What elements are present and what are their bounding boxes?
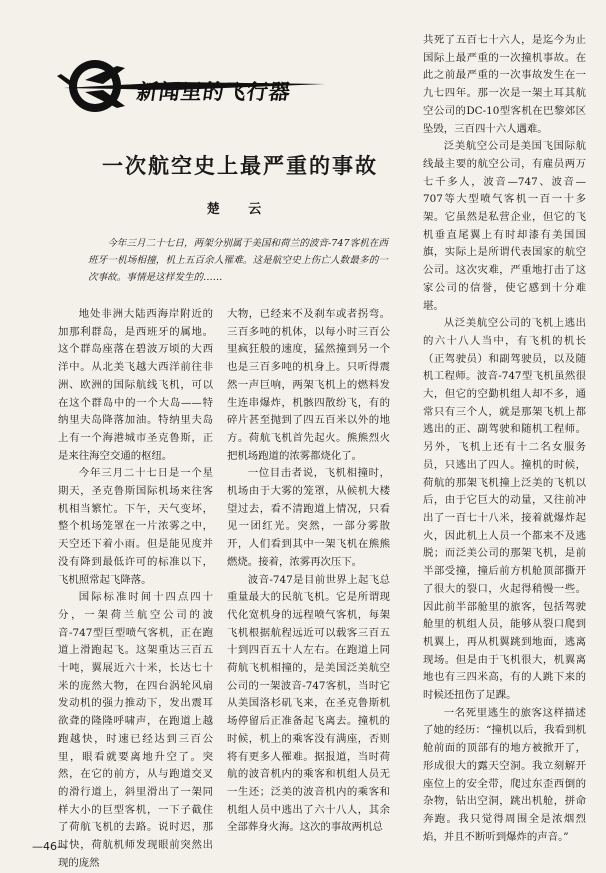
paragraph: 地处非洲大陆西海岸附近的加那利群岛，是西班牙的属地。这个群岛座落在碧波万顷的大西洋中。从北美飞越大西洋前往非洲、欧洲的国际航线飞机，可以在这个群岛中的一个大岛——特纳里夫岛降落加油。特纳里夫岛上有一个海港城市圣克鲁斯，正是来往海空交通的枢纽。 bbox=[58, 308, 213, 462]
article-lead bbox=[88, 235, 388, 286]
body-column-middle bbox=[227, 306, 390, 837]
paragraph: 共死了五百七十六人，是迄今为止国际上最严重的一次撞机事故。在此之前最严重的一次事故发生在一九七四年。那一次是一架土耳其航空公司的DC-10型客机在巴黎郊区坠毁，三百四十六人遇难。 bbox=[423, 34, 586, 135]
article-title: 一次航空史上最严重的事故 bbox=[102, 154, 378, 178]
paragraph: 今年三月二十七日是一个星期天，圣克鲁斯国际机场来往客机相当繁忙。下午，天气变坏，整个机场笼罩在一片浓雾之中，天空还下着小雨。但是能见度并没有降到最低许可的标准以下，飞机照常起飞降落。 bbox=[58, 467, 213, 586]
lead-paragraph: 今年三月二十七日，两架分别属于美国和荷兰的波音-747客机在西班牙一机场相撞，机上五百余人罹难。这是航空史上伤亡人数最多的一次事故。事情是这样发生的…… bbox=[88, 238, 388, 283]
paragraph: 一名死里逃生的旅客这样描述了她的经历：“撞机以后，我看到机舱前面的顶部有的地方被掀开了，形成很大的露天空洞。我立刻解开座位上的安全带，爬过东歪西倒的杂物，钻出空洞，跳出机舱，拼命奔跑。我只觉得周围全是浓烟烈焰，并且不断听到爆炸的声音。” bbox=[423, 706, 586, 843]
page-number: —46— bbox=[32, 840, 68, 853]
body-column-right bbox=[423, 32, 586, 846]
body-column-left bbox=[58, 306, 213, 873]
paragraph: 波音-747是目前世界上起飞总重量最大的民航飞机。它是所谓现代化宽机身的远程喷气客机，每架飞机根据航程远近可以载客三百五十到四百五十人左右。在跑道上同荷航飞机相撞的，是美国泛美航空公司的一架波音-747客机，当时它从美国洛杉矶飞来，在圣克鲁斯机场停留后正准备起飞离去。撞机的时候，机上的乘客没有满座，否则将有更多人罹难。据报道，当时荷航的波音机内的乘客和机组人员无一生还；泛美的波音机内的乘客和机组人员中逃出了六十八人，其余全部葬身火海。这次的事故两机总 bbox=[227, 573, 390, 834]
article-author: 楚 云 bbox=[206, 202, 274, 217]
paragraph: 一位目击者说，飞机相撞时，机场由于大雾的笼罩，从候机大楼望过去，看不清跑道上情况，只看见一团红光。突然，一部分雾散开，人们看到其中一架飞机在熊熊燃烧。接着，浓雾再次压下。 bbox=[227, 467, 390, 568]
paragraph: 大物，已经来不及刹车或者拐弯。三百多吨的机体，以每小时三百公里疯狂般的速度，猛然撞到另一个也是三百多吨的机身上。只听得震然一声巨响，两架飞机上的燃料发生连串爆炸，机骸四散纷飞，有的碎片甚至抛到了四五百米以外的地方。荷航飞机首先起火。熊熊烈火把机场跑道的浓雾都烧化了。 bbox=[227, 308, 390, 462]
column-name: 新闻里的飞行器 bbox=[135, 80, 293, 104]
paragraph: 泛美航空公司是美国飞国际航线最主要的航空公司，有雇员两万七千多人，波音—747、波音—707等大型喷气客机一百一十多架。它虽然是私营企业，但它的飞机垂直尾翼上有时却漆有美国国旗，实际上是所谓代表国家的航空公司。这次灾难，严重地打击了这家公司的信誉，使它感到十分难堪。 bbox=[423, 140, 586, 312]
paragraph: 从泛美航空公司的飞机上逃出的六十八人当中，有飞机的机长（正驾驶员）和副驾驶员，以及随机工程师。波音-747型飞机虽然很大，但它的空勤机组人却不多，通常只有三个人，就是那架飞机上都逃出的正、副驾驶和随机工程师。另外，飞机上还有十二名女服务员，只逃出了四人。撞机的时候，荷航的那架飞机撞上泛美的飞机以后，由于它巨大的动量，又往前冲出了一百七十八米，接着就爆炸起火，因此机上人员一个都来不及逃脱；而泛美公司的那架飞机，是前半部受撞，撞后前方机舱顶部撕开了很大的裂口，火起得稍慢一些。因此前半部舱里的旅客，包括驾驶舱里的机组人员，能够从裂口爬到机翼上，再从机翼跳到地面，逃离现场。但是由于飞机很大，机翼离地也有三四米高，有的人跳下来的时候还扭伤了足踝。 bbox=[423, 317, 586, 702]
paragraph: 国际标准时间十四点四十分，一架荷兰航空公司的波音-747型巨型喷气客机，正在跑道上滑跑起飞。这架重达三百五十吨，翼展近六十米，长达七十米的庞然大物，在四台涡轮风扇发动机的强力推动下，发出震耳欲聋的隆隆呼啸声，在跑道上越跑越快，时速已经达到三百公里，眼看就要离地升空了。突然，在它的前方，从与跑道交叉的滑行道上，斜里滑出了一架同样大小的巨型客机，一下子截住了荷航飞机的去路。说时迟，那时快，荷航机师发现眼前突然出现的庞然 bbox=[58, 591, 213, 869]
column-logo bbox=[55, 58, 355, 120]
